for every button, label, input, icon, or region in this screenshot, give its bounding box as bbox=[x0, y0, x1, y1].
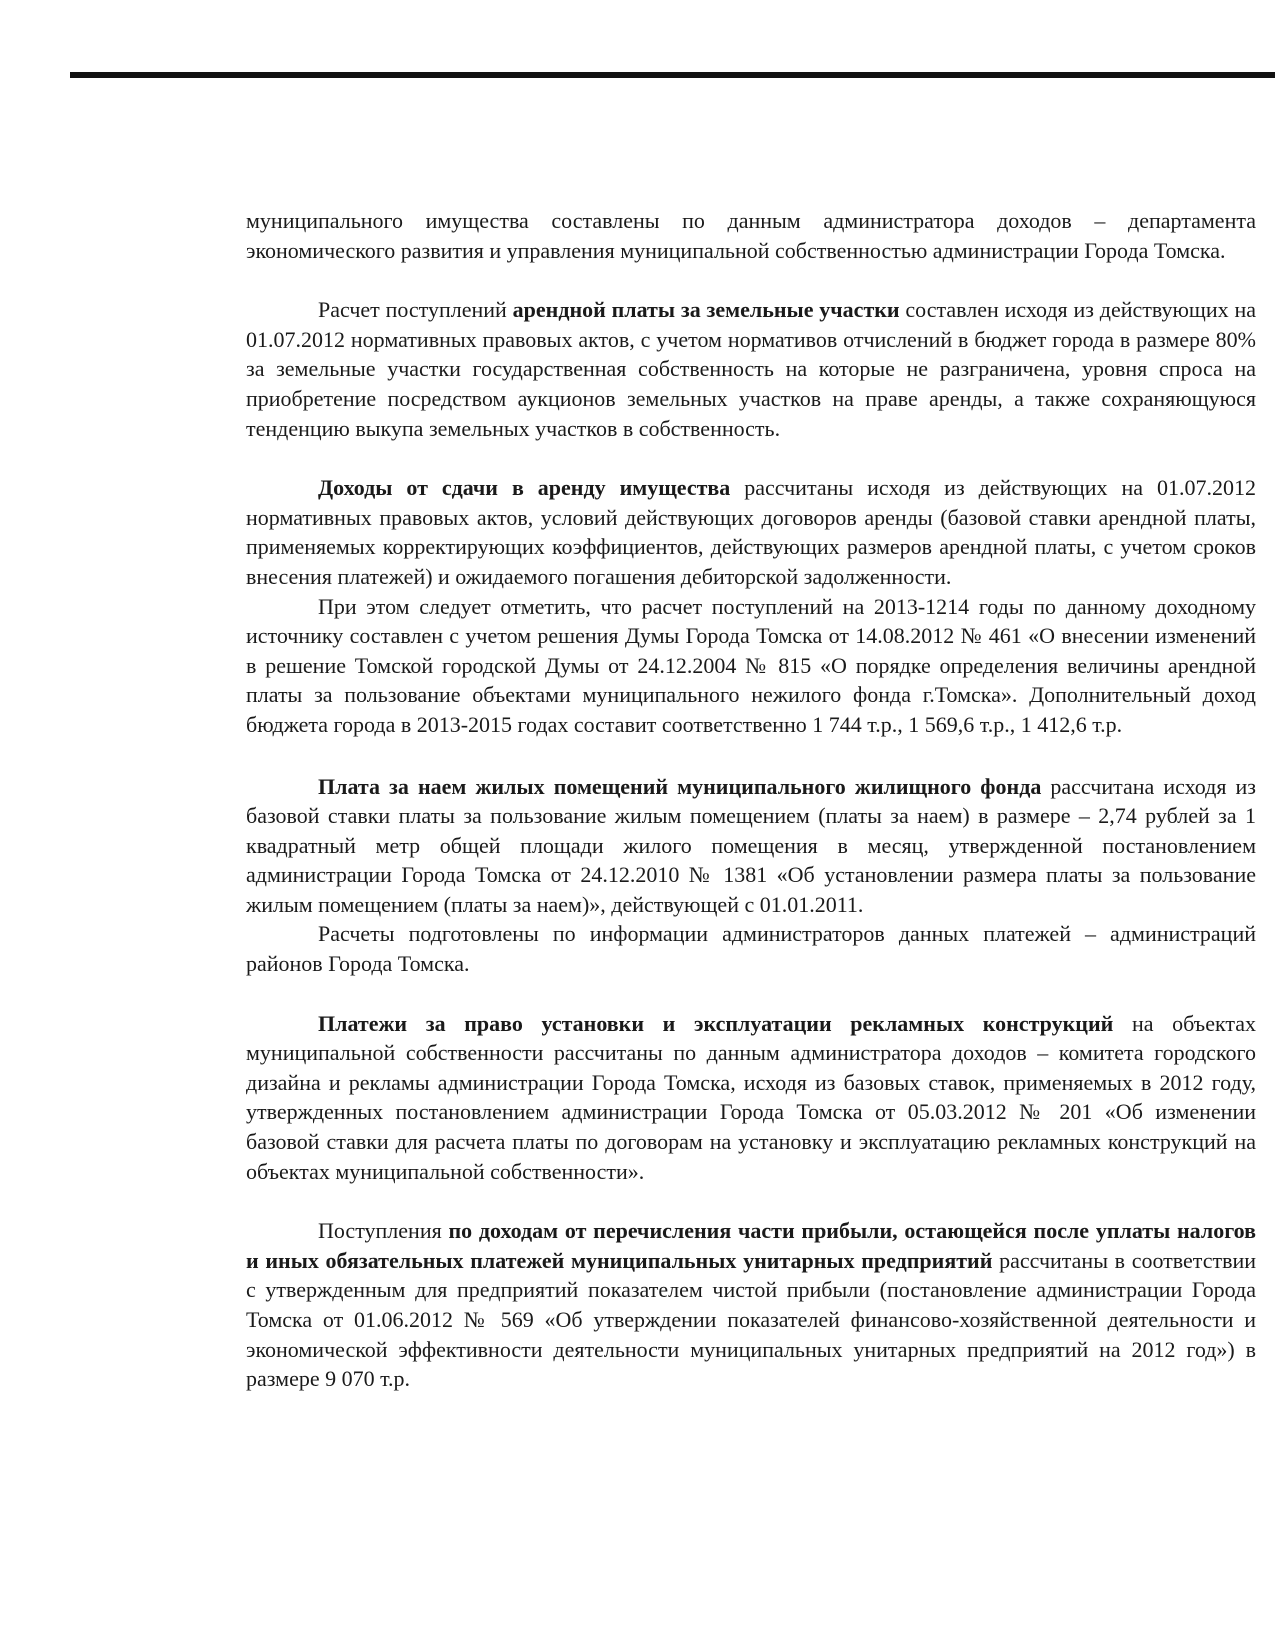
paragraph-property-revenue-admin bbox=[246, 206, 1256, 265]
paragraph-heading: Доходы от сдачи в аренду имущества bbox=[318, 475, 731, 501]
paragraph-heading: Платежи за право установки и эксплуатации рекламных конструкций bbox=[318, 1010, 1114, 1036]
paragraph-text: составлен исходя из действующих на 01.07.2012 нормативных правовых актов, с учетом нормативов отчислений в бюджет города в размере 80% за земельные участки государственная собственность на которые не разграничена, уровня спроса на приобретение посредством аукционов земельных участков на праве аренды, а также сохраняющуюся тенденцию выкупа земельных участков в собственность. bbox=[246, 297, 1256, 441]
paragraph-prefix: Расчет поступлений bbox=[318, 297, 513, 323]
paragraph-heading: Плата за наем жилых помещений муниципального жилищного фонда bbox=[318, 773, 1042, 799]
paragraph-heading: по доходам от перечисления части прибыли, остающейся после уплаты налогов и иных обязательных платежей муниципальных унитарных предприятий bbox=[246, 1218, 1256, 1273]
paragraph-housing-note bbox=[246, 919, 1256, 978]
paragraph-land-rent bbox=[246, 295, 1256, 443]
paragraph-property-lease bbox=[246, 473, 1256, 591]
paragraph-text: муниципального имущества составлены по данным администратора доходов – департамента экономического развития и управления муниципальной собственностью администрации Города Томска. bbox=[246, 208, 1256, 263]
paragraph-text: При этом следует отметить, что расчет поступлений на 2013-1214 годы по данному доходному источнику составлен с учетом решения Думы Города Томска от 14.08.2012 № 461 «О внесении изменений в решение Томской городской Думы от 24.12.2004 № 815 «О порядке определения величины арендной платы за пользование объектами муниципального нежилого фонда г.Томска». Дополнительный доход бюджета города в 2013-2015 годах составит соответственно 1 744 т.р., 1 569,6 т.р., 1 412,6 т.р. bbox=[246, 593, 1256, 737]
header-rule bbox=[70, 72, 1275, 78]
paragraph-enterprise-profit bbox=[246, 1216, 1256, 1394]
paragraph-text: Расчеты подготовлены по информации администраторов данных платежей – администраций районов Города Томска. bbox=[246, 921, 1256, 977]
paragraph-text: рассчитаны исходя из действующих на 01.07.2012 нормативных правовых актов, условий действующих договоров аренды (базовой ставки арендной платы, применяемых корректирующих коэффициентов, действующих размеров арендной платы, с учетом сроков внесения платежей) и ожидаемого погашения дебиторской задолженности. bbox=[246, 475, 1256, 589]
paragraph-heading: арендной платы за земельные участки bbox=[512, 297, 900, 323]
paragraph-text: на объектах муниципальной собственности рассчитаны по данным администратора доходов – комитета городского дизайна и рекламы администрации Города Томска, исходя из базовых ставок, применяемых в 2012 году, утвержденных постановлением администрации Города Томска от 05.03.2012 № 201 «Об изменении базовой ставки для расчета платы по договорам на установку и эксплуатацию рекламных конструкций на объектах муниципальной собственности». bbox=[246, 1010, 1256, 1184]
paragraph-housing-rent bbox=[246, 772, 1256, 920]
paragraph-text: рассчитана исходя из базовой ставки платы за пользование жилым помещением (платы за наем) в размере – 2,74 рублей за 1 квадратный метр общей площади жилого помещения в месяц, утвержденной постановлением администрации Города Томска от 24.12.2010 № 1381 «Об установлении размера платы за пользование жилым помещением (платы за наем)», действующей с 01.01.2011. bbox=[246, 773, 1256, 917]
document-body bbox=[246, 206, 1256, 1394]
paragraph-lease-note bbox=[246, 592, 1256, 740]
paragraph-advertising bbox=[246, 1009, 1256, 1187]
paragraph-prefix: Поступления bbox=[318, 1218, 449, 1244]
paragraph-text: рассчитаны в соответствии с утвержденным для предприятий показателем чистой прибыли (постановление администрации Города Томска от 01.06.2012 № 569 «Об утверждении показателей финансово-хозяйственной деятельности и экономической эффективности деятельности муниципальных унитарных предприятий на 2012 год») в размере 9 070 т.р. bbox=[246, 1247, 1257, 1392]
